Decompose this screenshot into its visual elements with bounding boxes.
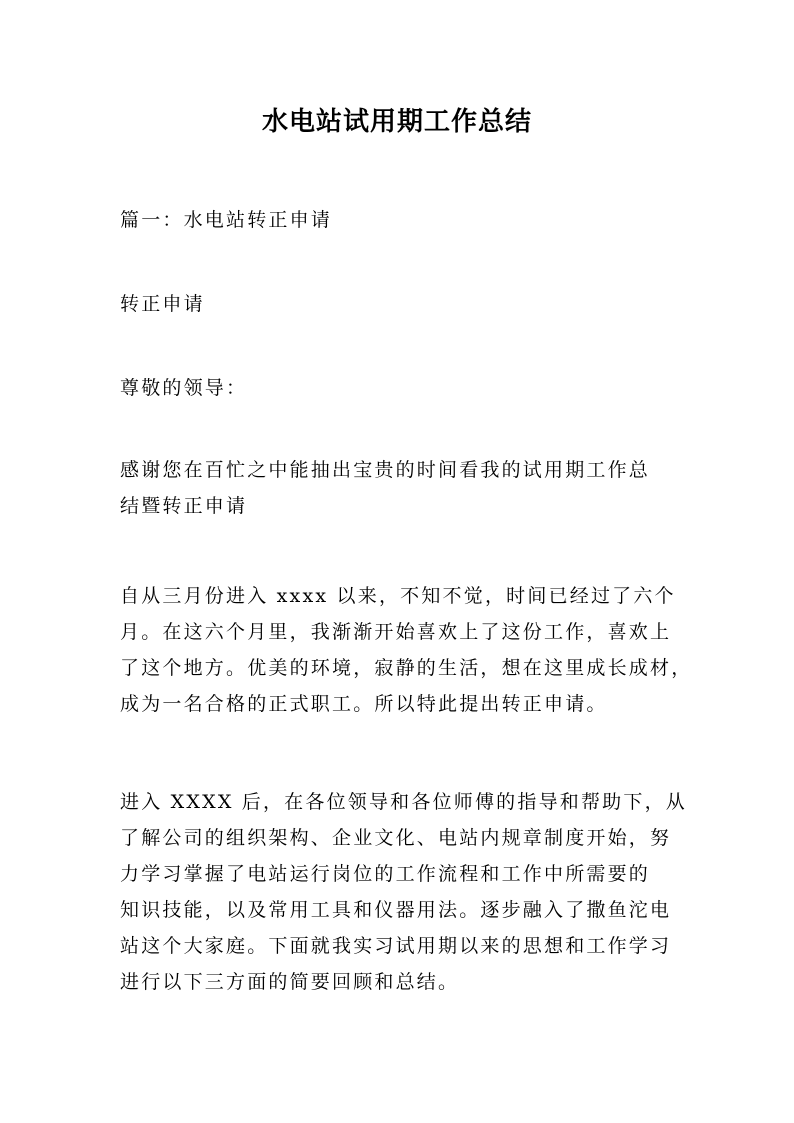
text-line: 感谢您在百忙之中能抽出宝贵的时间看我的试用期工作总 xyxy=(120,459,651,481)
text-line: 站这个大家庭。下面就我实习试用期以来的思想和工作学习 xyxy=(120,935,672,957)
text-line: 进入 XXXX 后，在各位领导和各位师傅的指导和帮助下，从 xyxy=(120,791,687,813)
text-line: 知识技能，以及常用工具和仪器用法。逐步融入了撒鱼沱电 xyxy=(120,899,672,921)
text-line: 进行以下三方面的简要回顾和总结。 xyxy=(120,971,460,993)
section-heading xyxy=(120,202,680,238)
text-line: 自从三月份进入 xxxx 以来，不知不觉，时间已经过了六个 xyxy=(120,585,676,607)
salutation xyxy=(120,370,680,406)
text-line: 月。在这六个月里，我渐渐开始喜欢上了这份工作，喜欢上 xyxy=(120,621,672,643)
body-paragraph xyxy=(120,452,680,524)
body-paragraph xyxy=(120,784,687,1000)
application-heading xyxy=(120,286,680,322)
text-line: 了这个地方。优美的环境，寂静的生活，想在这里成长成材， xyxy=(120,657,693,679)
text-line: 篇一：水电站转正申请 xyxy=(120,209,333,231)
text-line: 力学习掌握了电站运行岗位的工作流程和工作中所需要的 xyxy=(120,863,651,885)
text-line: 了解公司的组织架构、企业文化、电站内规章制度开始，努 xyxy=(120,827,672,849)
text-line: 结暨转正申请 xyxy=(120,495,248,517)
text-line: 尊敬的领导： xyxy=(120,377,248,399)
text-line: 成为一名合格的正式职工。所以特此提出转正申请。 xyxy=(120,693,608,715)
text-line: 转正申请 xyxy=(120,293,205,315)
body-paragraph xyxy=(120,578,693,722)
document-title: 水电站试用期工作总结 xyxy=(261,107,532,137)
